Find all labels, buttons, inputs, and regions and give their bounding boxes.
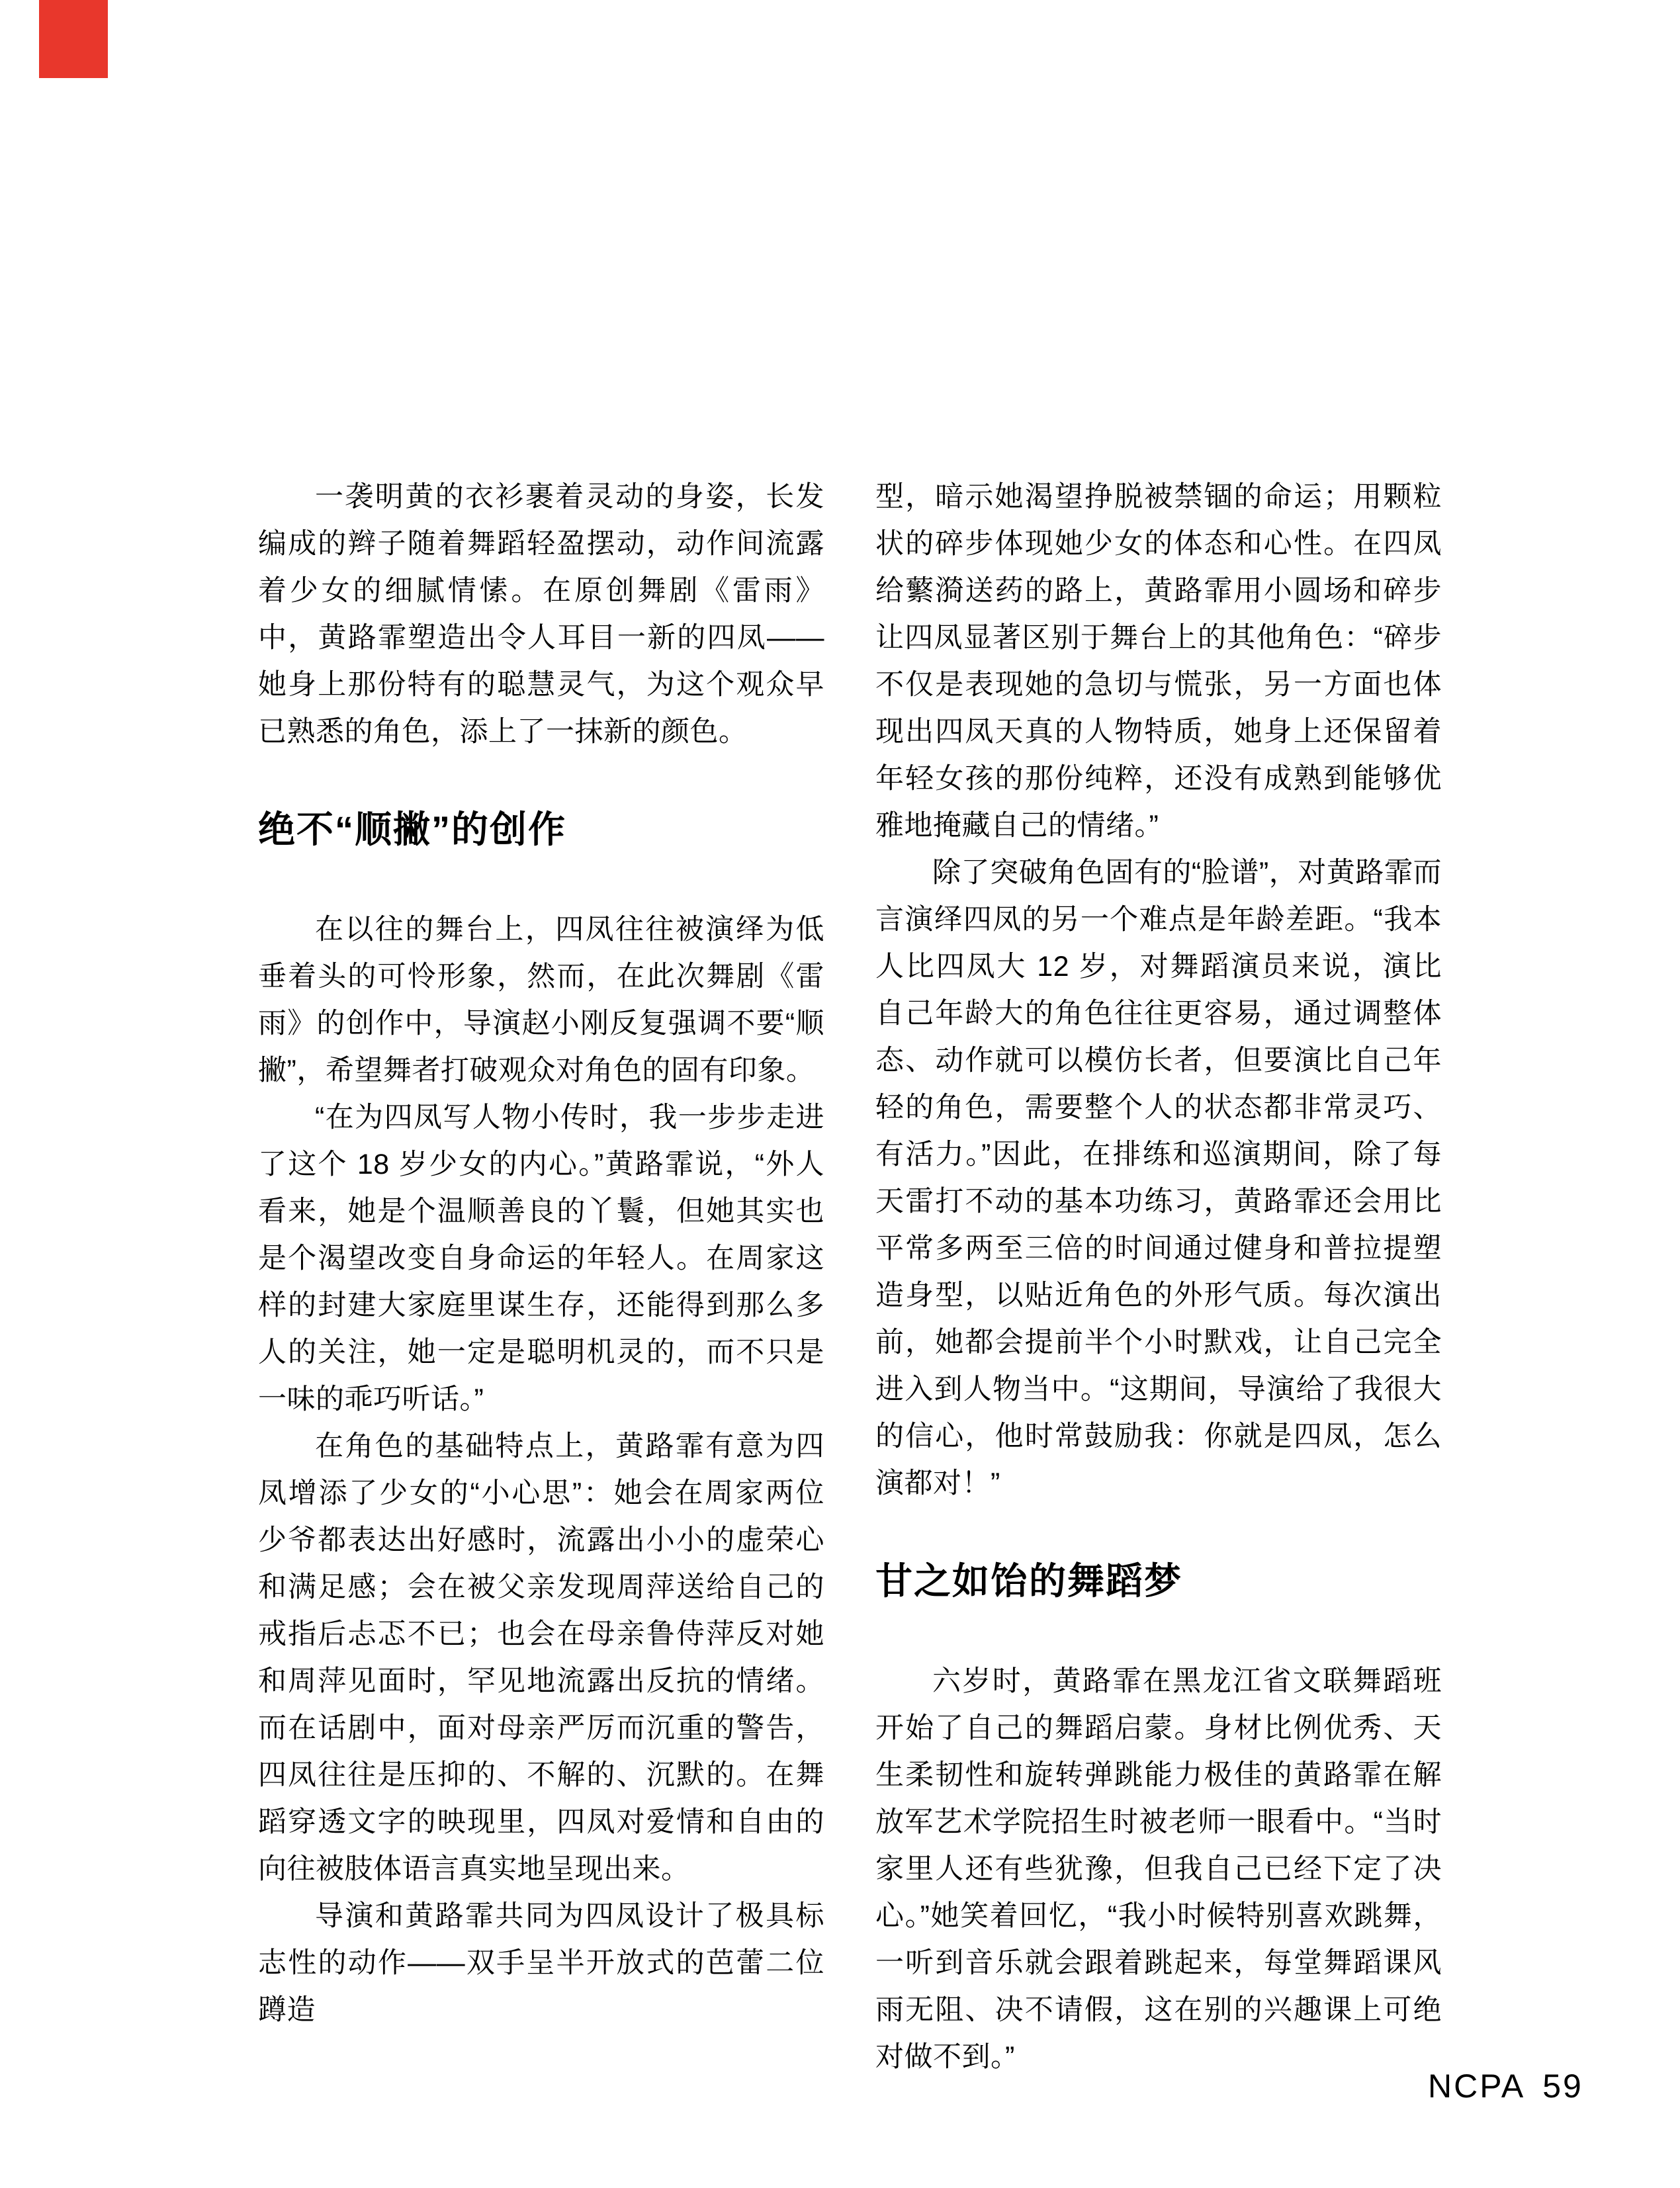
page-corner-mark xyxy=(39,0,108,78)
page-number: 59 xyxy=(1542,2068,1583,2105)
section-heading-dance-dream: 甘之如饴的舞蹈梦 xyxy=(875,1560,1182,1602)
page-footer xyxy=(1428,2070,1583,2103)
paragraph: “在为四凤写人物小传时，我一步步走进了这个 18 岁少女的内心。”黄路霏说，“外人看来，她是个温顺善良的丫鬟，但她其实也是个渴望改变自身命运的年轻人。在周家这样的封建大家庭里谋生存，还能得到那么多人的关注，她一定是聪明机灵的，而不只是一味的乖巧听话。” xyxy=(258,1102,824,1415)
paragraph: 六岁时，黄路霏在黑龙江省文联舞蹈班开始了自己的舞蹈启蒙。身材比例优秀、天生柔韧性和旋转弹跳能力极佳的黄路霏在解放军艺术学院招生时被老师一眼看中。“当时家里人还有些犹豫，但我自己已经下定了决心。”她笑着回忆，“我小时候特别喜欢跳舞，一听到音乐就会跟着跳起来，每堂舞蹈课风雨无阻、决不请假，这在别的兴趣课上可绝对做不到。” xyxy=(875,1665,1442,2073)
paragraph: 在角色的基础特点上，黄路霏有意为四凤增添了少女的“小心思”：她会在周家两位少爷都表达出好感时，流露出小小的虚荣心和满足感；会在被父亲发现周萍送给自己的戒指后忐忑不已；也会在母亲鲁侍萍反对她和周萍见面时，罕见地流露出反抗的情绪。而在话剧中，面对母亲严厉而沉重的警告，四凤往往是压抑的、不解的、沉默的。在舞蹈穿透文字的映现里，四凤对爱情和自由的向往被肢体语言真实地呈现出来。 xyxy=(258,1430,824,1885)
paragraph-intro: 一袭明黄的衣衫裹着灵动的身姿，长发编成的辫子随着舞蹈轻盈摆动，动作间流露着少女的细腻情愫。在原创舞剧《雷雨》中，黄路霏塑造出令人耳目一新的四凤——她身上那份特有的聪慧灵气，为这个观众早已熟悉的角色，添上了一抹新的颜色。 xyxy=(258,481,824,748)
journal-name: NCPA xyxy=(1428,2068,1526,2105)
paragraph: 导演和黄路霏共同为四凤设计了极具标志性的动作——双手呈半开放式的芭蕾二位蹲造 xyxy=(258,1900,824,2026)
paragraph: 除了突破角色固有的“脸谱”，对黄路霏而言演绎四凤的另一个难点是年龄差距。“我本人比四凤大 12 岁，对舞蹈演员来说，演比自己年龄大的角色往往更容易，通过调整体态、动作就可以模仿长者，但要演比自己年轻的角色，需要整个人的状态都非常灵巧、有活力。”因此，在排练和巡演期间，除了每天雷打不动的基本功练习，黄路霏还会用比平常多两至三倍的时间通过健身和普拉提塑造身型，以贴近角色的外形气质。每次演出前，她都会提前半个小时默戏，让自己完全进入到人物当中。“这期间，导演给了我很大的信心，他时常鼓励我：你就是四凤，怎么演都对！” xyxy=(875,857,1442,1499)
right-column xyxy=(875,474,1442,2081)
section-heading-creation: 绝不“顺撇”的创作 xyxy=(258,809,566,850)
paragraph: 在以往的舞台上，四凤往往被演绎为低垂着头的可怜形象，然而，在此次舞剧《雷雨》的创作中，导演赵小刚反复强调不要“顺撇”，希望舞者打破观众对角色的固有印象。 xyxy=(258,914,824,1086)
paragraph-continuation: 型，暗示她渴望挣脱被禁锢的命运；用颗粒状的碎步体现她少女的体态和心性。在四凤给蘩漪送药的路上，黄路霏用小圆场和碎步让四凤显著区别于舞台上的其他角色：“碎步不仅是表现她的急切与慌张，另一方面也体现出四凤天真的人物特质，她身上还保留着年轻女孩的那份纯粹，还没有成熟到能够优雅地掩藏自己的情绪。” xyxy=(875,481,1442,842)
left-column xyxy=(258,474,824,2034)
